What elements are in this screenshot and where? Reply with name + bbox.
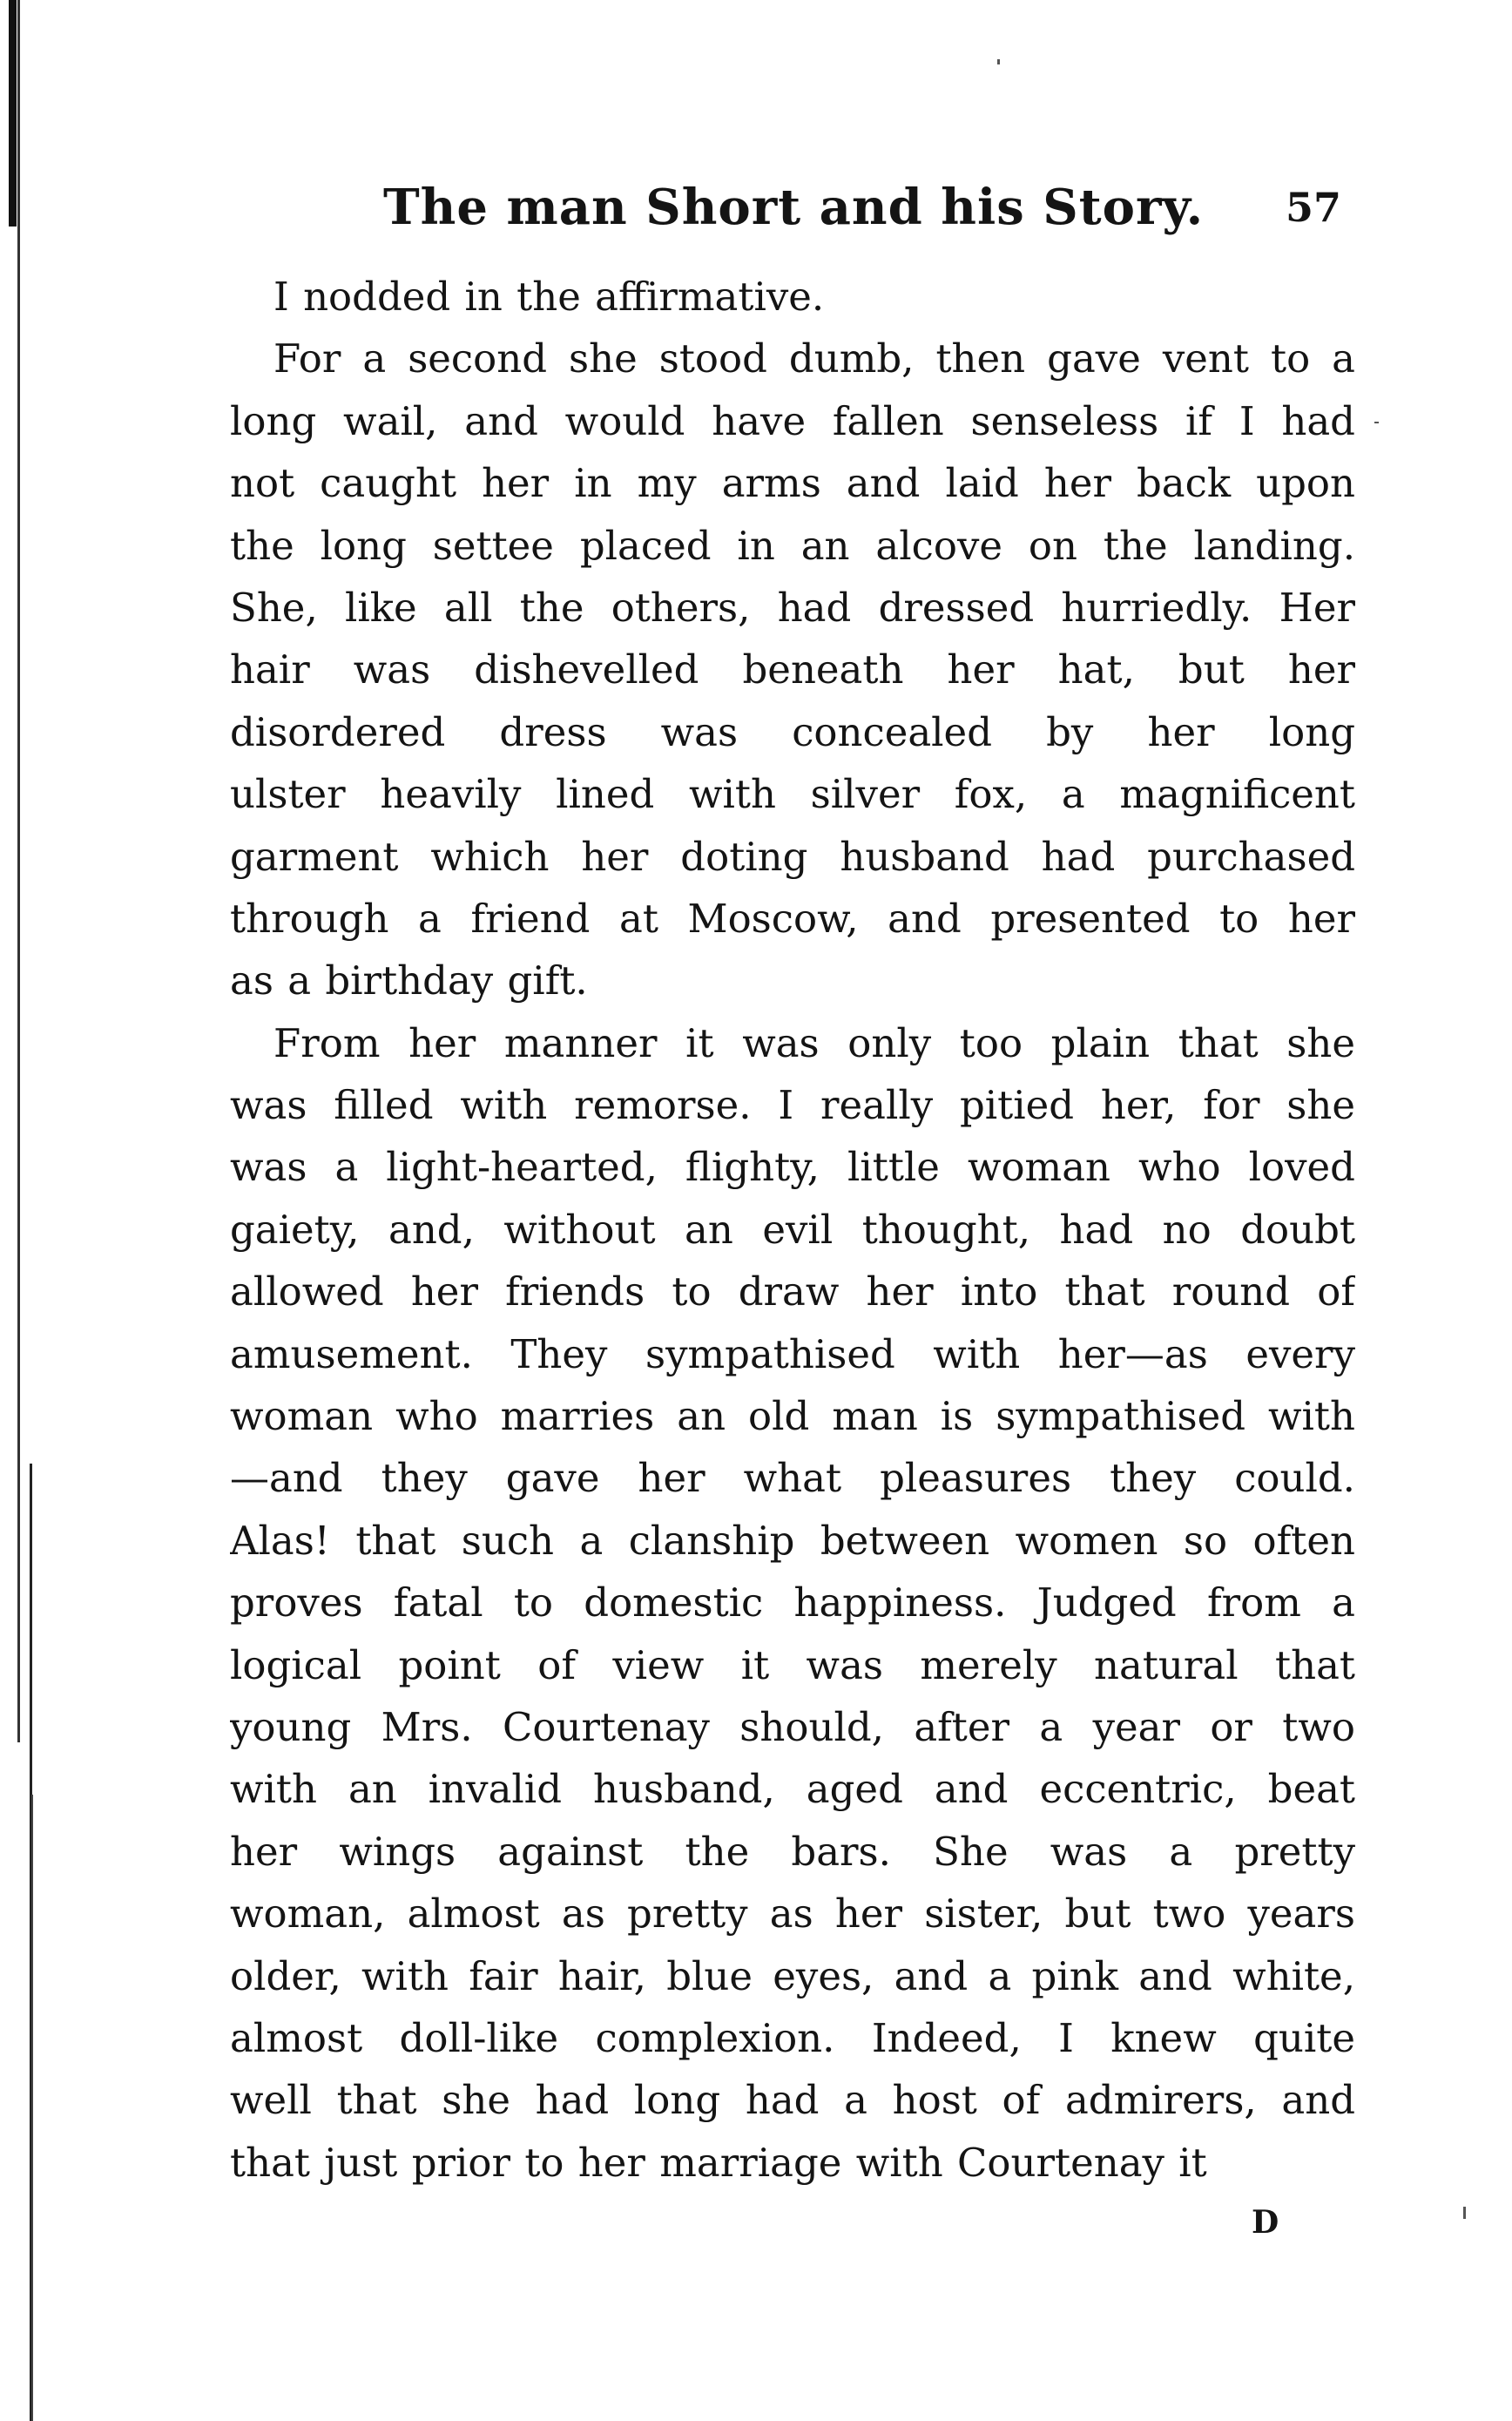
paragraph [230, 1012, 1355, 2194]
scan-speck [1374, 422, 1379, 423]
text-line: Alas! that such a clanship between women so often [230, 1517, 1355, 1564]
body-text [230, 266, 1355, 2194]
text-line: with an invalid husband, aged and eccentric, beat [230, 1766, 1355, 1813]
text-line: hair was dishevelled beneath her hat, but her [230, 646, 1355, 693]
text-line: gaiety, and, without an evil thought, had no doubt [230, 1206, 1355, 1253]
text-line: For a second she stood dumb, then gave vent to a [273, 335, 1355, 382]
text-line: young Mrs. Courtenay should, after a year or two [230, 1703, 1355, 1750]
text-line: allowed her friends to draw her into that round of [230, 1268, 1355, 1315]
text-line: amusement. They sympathised with her—as every [230, 1330, 1355, 1377]
text-line: as a birthday gift. [230, 957, 588, 1004]
text-line: proves fatal to domestic happiness. Judged from a [230, 1579, 1355, 1626]
text-line: was filled with remorse. I really pitied her, for she [230, 1082, 1355, 1129]
text-line: that just prior to her marriage with Courtenay it [230, 2139, 1207, 2186]
paragraph [230, 328, 1355, 1011]
page-number: 57 [1285, 184, 1341, 231]
text-line: logical point of view it was merely natural that [230, 1641, 1355, 1688]
running-title: The man Short and his Story. [383, 179, 1205, 236]
scan-edge-line-lower-2 [31, 1795, 33, 2421]
text-line: long wail, and would have fallen senseless if I had [230, 397, 1355, 444]
text-line: almost doll-like complexion. Indeed, I knew quite [230, 2014, 1355, 2061]
text-line: From her manner it was only too plain that she [273, 1019, 1355, 1066]
text-line: her wings against the bars. She was a pretty [230, 1828, 1355, 1875]
running-head [383, 179, 1341, 240]
scan-edge-shadow [9, 0, 17, 227]
text-line: —and they gave her what pleasures they could. [230, 1455, 1355, 1502]
signature-mark: D [1252, 2204, 1279, 2241]
text-line: through a friend at Moscow, and presented to her [230, 895, 1355, 942]
text-line: the long settee placed in an alcove on the landing. [230, 522, 1355, 569]
paragraph [230, 266, 1355, 328]
text-line: was a light-hearted, flighty, little woman who loved [230, 1144, 1355, 1191]
text-line: woman, almost as pretty as her sister, but two years [230, 1890, 1355, 1937]
text-line: not caught her in my arms and laid her back upon [230, 460, 1355, 507]
text-line: I nodded in the affirmative. [273, 274, 825, 320]
scan-speck [997, 59, 1000, 64]
text-line: She, like all the others, had dressed hurriedly. Her [230, 584, 1355, 631]
scan-edge-line [17, 0, 20, 1742]
scan-speck [1463, 2207, 1466, 2219]
text-line: woman who marries an old man is sympathised with [230, 1393, 1355, 1440]
text-line: well that she had long had a host of admirers, and [230, 2077, 1355, 2124]
text-line: garment which her doting husband had purchased [230, 833, 1355, 880]
text-line: older, with fair hair, blue eyes, and a pink and white, [230, 1952, 1355, 1999]
text-line: ulster heavily lined with silver fox, a magnificent [230, 771, 1355, 818]
text-line: disordered dress was concealed by her long [230, 708, 1355, 755]
